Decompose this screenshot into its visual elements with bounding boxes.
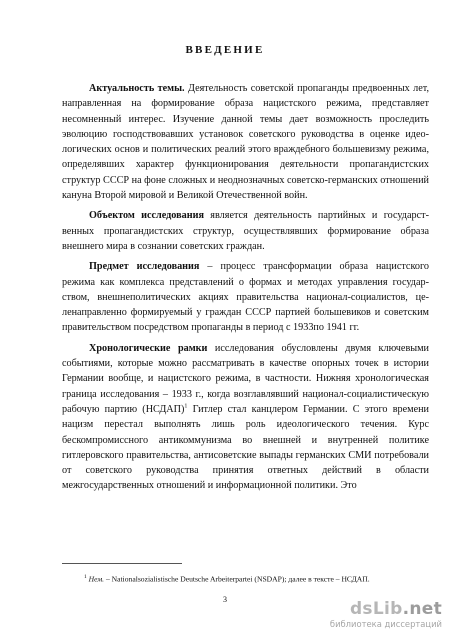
term-relevance: Актуальность темы.	[89, 83, 185, 94]
footnote-language: Нем.	[88, 574, 105, 584]
term-chronology: Хронологические рамки	[89, 342, 208, 354]
watermark	[262, 600, 442, 632]
document-body	[62, 81, 429, 499]
watermark-subtitle: библиотека диссертаций	[329, 619, 442, 629]
page-heading: ВВЕДЕНИЕ	[185, 44, 265, 56]
term-object: Объектом исследования	[89, 210, 204, 222]
paragraph-text: исследования обусловлены двумя ключевыми событиями, которые можно рассматривать в качестве опорных точек в истории Германии вообще, и нацистского режима, в частности. Нижняя хронологическая граница исследования – 1933 г., когда возглавлявший национал-социалистическую рабочую партию (НСДАП)	[62, 342, 429, 415]
paragraph-text: является деятельность партийных и государственных пропагандистских структур, осуществлявших формирование образа внешнего мира в сознании советских граждан.	[62, 210, 429, 252]
footnote-text: – Nationalsozialistische Deutsche Arbeiterpartei (NSDAP); далее в тексте – НСДАП.	[104, 574, 370, 584]
footnote-divider	[62, 563, 182, 564]
watermark-logo	[350, 600, 442, 618]
term-subject: Предмет исследования	[89, 261, 200, 273]
watermark-logo-main: dsLib	[349, 599, 403, 619]
paragraph-chronology	[62, 341, 429, 494]
paragraph-object	[62, 208, 429, 254]
paragraph-text-continued: Гитлер стал канцлером Германии. С этого времени нацизм перестал выполнять лишь роль идеологического течения. Курс бескомпромиссного антикоммунизма во внешней и внутренней политике гитлеровского правительства, антисоветские выпады германских СМИ потребовали от советского руководства принятия ответных действий в области межгосударственных отношений и информационной политики. Это	[62, 403, 429, 492]
footnote	[84, 572, 444, 585]
paragraph-subject	[62, 259, 429, 335]
watermark-logo-tld: .net	[402, 599, 442, 619]
paragraph-text: Деятельность советской пропаганды предвоенных лет, направленная на формирование образа нацистского режима, представляет несомненный интерес. Изучение данной темы дает возможность проследить эволюцию господствовавших установок советского руководства в оценке идеологических основ и политических реалий этого враждебного большевизму режима, определявших характер функционирования деятельности пропагандистских структур СССР на фоне сложных и неоднозначных советско-германских отношений кануна Второй мировой и Великой Отечественной войн.	[62, 83, 430, 202]
page-number: 3	[223, 595, 227, 604]
footnote-reference[interactable]: 1	[184, 403, 188, 410]
paragraph-text: – процесс трансформации образа нацистского режима как комплекса представлений о формах и методах управления государством, внешнеполитических акциях правительства национал-социалистов, целенаправленно формируемый у граждан СССР партией большевиков и советским правительством посредством пропаганды в период с 1933по 1941 гг.	[62, 261, 429, 334]
footnote-mark: 1	[84, 574, 87, 580]
paragraph-relevance	[62, 81, 429, 203]
